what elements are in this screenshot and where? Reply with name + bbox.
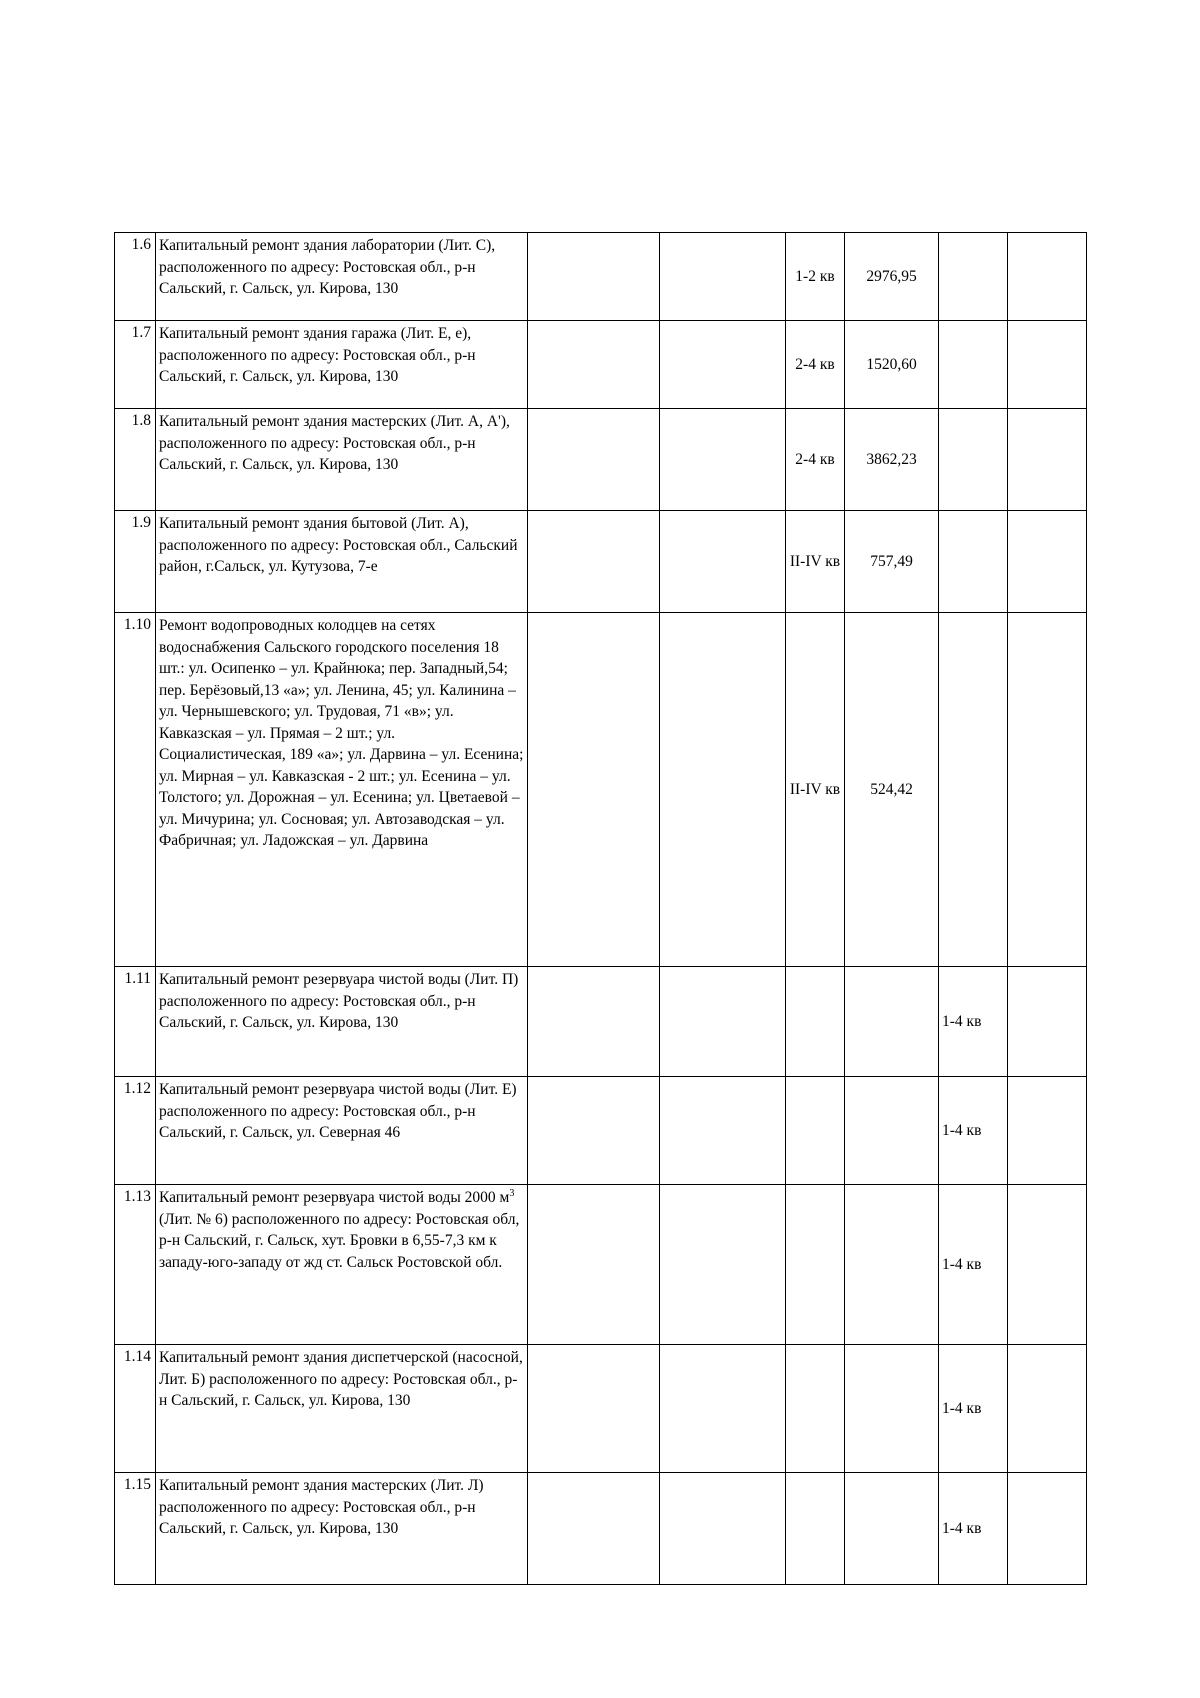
table-row	[115, 511, 1087, 613]
row-later-period	[939, 233, 1008, 321]
row-description: Капитальный ремонт здания диспетчерской (насосной, Лит. Б) расположенного по адресу: Ростовская обл., р-н Сальский, г. Сальск, ул. Кирова, 130	[156, 1345, 528, 1473]
row-number: 1.6	[115, 233, 156, 321]
empty-cell	[660, 233, 786, 321]
row-later-period	[939, 409, 1008, 511]
empty-cell	[660, 409, 786, 511]
row-period	[786, 967, 845, 1077]
empty-cell	[1008, 409, 1087, 511]
row-period: 2-4 кв	[786, 409, 845, 511]
row-description: Капитальный ремонт здания мастерских (Лит. А, А'), расположенного по адресу: Ростовская обл., р-н Сальский, г. Сальск, ул. Кирова, 130	[156, 409, 528, 511]
table-row	[115, 321, 1087, 409]
empty-cell	[1008, 1345, 1087, 1473]
row-period: II-IV кв	[786, 511, 845, 613]
superscript-3: 3	[509, 1187, 515, 1199]
row-description-part: Капитальный ремонт резервуара чистой воды 2000 м	[159, 1189, 510, 1206]
empty-cell	[660, 1473, 786, 1585]
empty-cell	[528, 1345, 660, 1473]
table-row	[115, 1345, 1087, 1473]
table-row	[115, 409, 1087, 511]
empty-cell	[660, 1077, 786, 1185]
row-later-period: 1-4 кв	[939, 1077, 1008, 1185]
row-number: 1.14	[115, 1345, 156, 1473]
row-number: 1.7	[115, 321, 156, 409]
row-amount	[845, 1345, 939, 1473]
row-period: 2-4 кв	[786, 321, 845, 409]
empty-cell	[1008, 233, 1087, 321]
works-table	[114, 232, 1087, 1585]
empty-cell	[528, 1185, 660, 1345]
row-later-period: 1-4 кв	[939, 967, 1008, 1077]
row-amount: 1520,60	[845, 321, 939, 409]
table-row	[115, 233, 1087, 321]
table-row	[115, 1185, 1087, 1345]
empty-cell	[1008, 967, 1087, 1077]
row-later-period	[939, 511, 1008, 613]
empty-cell	[660, 613, 786, 967]
row-later-period: 1-4 кв	[939, 1345, 1008, 1473]
row-amount	[845, 1473, 939, 1585]
row-number: 1.13	[115, 1185, 156, 1345]
row-number: 1.10	[115, 613, 156, 967]
table-row	[115, 1077, 1087, 1185]
row-period	[786, 1185, 845, 1345]
row-description: Ремонт водопроводных колодцев на сетях водоснабжения Сальского городского поселения 18 шт.: ул. Осипенко – ул. Крайнюка; пер. Западный,54; пер. Берёзовый,13 «а»; ул. Ленина, 45; ул. Калинина – ул. Чернышевского; ул. Трудовая, 71 «в»; ул. Кавказская – ул. Прямая – 2 шт.; ул. Социалистическая, 189 «а»; ул. Дарвина – ул. Есенина; ул. Мирная – ул. Кавказская - 2 шт.; ул. Есенина – ул. Толстого; ул. Дорожная – ул. Есенина; ул. Цветаевой – ул. Мичурина; ул. Сосновая; ул. Автозаводская – ул. Фабричная; ул. Ладожская – ул. Дарвина	[156, 613, 528, 967]
table-row	[115, 967, 1087, 1077]
empty-cell	[528, 511, 660, 613]
row-period: II-IV кв	[786, 613, 845, 967]
empty-cell	[528, 233, 660, 321]
row-amount	[845, 1185, 939, 1345]
row-later-period: 1-4 кв	[939, 1473, 1008, 1585]
empty-cell	[660, 321, 786, 409]
empty-cell	[528, 613, 660, 967]
row-description: Капитальный ремонт здания мастерских (Лит. Л) расположенного по адресу: Ростовская обл., р-н Сальский, г. Сальск, ул. Кирова, 130	[156, 1473, 528, 1585]
row-amount	[845, 967, 939, 1077]
row-description: Капитальный ремонт здания гаража (Лит. Е, е), расположенного по адресу: Ростовская обл., р-н Сальский, г. Сальск, ул. Кирова, 130	[156, 321, 528, 409]
row-period	[786, 1077, 845, 1185]
empty-cell	[528, 409, 660, 511]
row-description: Капитальный ремонт резервуара чистой воды (Лит. П) расположенного по адресу: Ростовская обл., р-н Сальский, г. Сальск, ул. Кирова, 130	[156, 967, 528, 1077]
empty-cell	[1008, 511, 1087, 613]
row-period: 1-2 кв	[786, 233, 845, 321]
row-description-part: (Лит. № 6) расположенного по адресу: Ростовская обл, р-н Сальский, г. Сальск, хут. Бровки в 6,55-7,3 км к западу-юго-западу от жд ст. Сальск Ростовской обл.	[159, 1210, 520, 1271]
row-period	[786, 1345, 845, 1473]
row-number: 1.11	[115, 967, 156, 1077]
row-period	[786, 1473, 845, 1585]
row-amount: 2976,95	[845, 233, 939, 321]
empty-cell	[1008, 1077, 1087, 1185]
row-number: 1.9	[115, 511, 156, 613]
row-amount	[845, 1077, 939, 1185]
empty-cell	[1008, 321, 1087, 409]
empty-cell	[660, 1185, 786, 1345]
empty-cell	[528, 967, 660, 1077]
row-description: Капитальный ремонт здания лаборатории (Лит. С), расположенного по адресу: Ростовская обл., р-н Сальский, г. Сальск, ул. Кирова, 130	[156, 233, 528, 321]
row-later-period	[939, 321, 1008, 409]
row-number: 1.8	[115, 409, 156, 511]
empty-cell	[660, 967, 786, 1077]
table-row	[115, 1473, 1087, 1585]
empty-cell	[660, 511, 786, 613]
row-amount: 3862,23	[845, 409, 939, 511]
row-later-period: 1-4 кв	[939, 1185, 1008, 1345]
row-later-period	[939, 613, 1008, 967]
row-amount: 757,49	[845, 511, 939, 613]
empty-cell	[528, 1473, 660, 1585]
row-description: Капитальный ремонт здания бытовой (Лит. А), расположенного по адресу: Ростовская обл., Сальский район, г.Сальск, ул. Кутузова, 7-е	[156, 511, 528, 613]
empty-cell	[1008, 613, 1087, 967]
row-description	[156, 1185, 528, 1345]
row-amount: 524,42	[845, 613, 939, 967]
row-number: 1.15	[115, 1473, 156, 1585]
row-number: 1.12	[115, 1077, 156, 1185]
empty-cell	[660, 1345, 786, 1473]
empty-cell	[528, 321, 660, 409]
empty-cell	[1008, 1473, 1087, 1585]
row-description: Капитальный ремонт резервуара чистой воды (Лит. Е) расположенного по адресу: Ростовская обл., р-н Сальский, г. Сальск, ул. Северная 46	[156, 1077, 528, 1185]
table-row	[115, 613, 1087, 967]
empty-cell	[1008, 1185, 1087, 1345]
empty-cell	[528, 1077, 660, 1185]
